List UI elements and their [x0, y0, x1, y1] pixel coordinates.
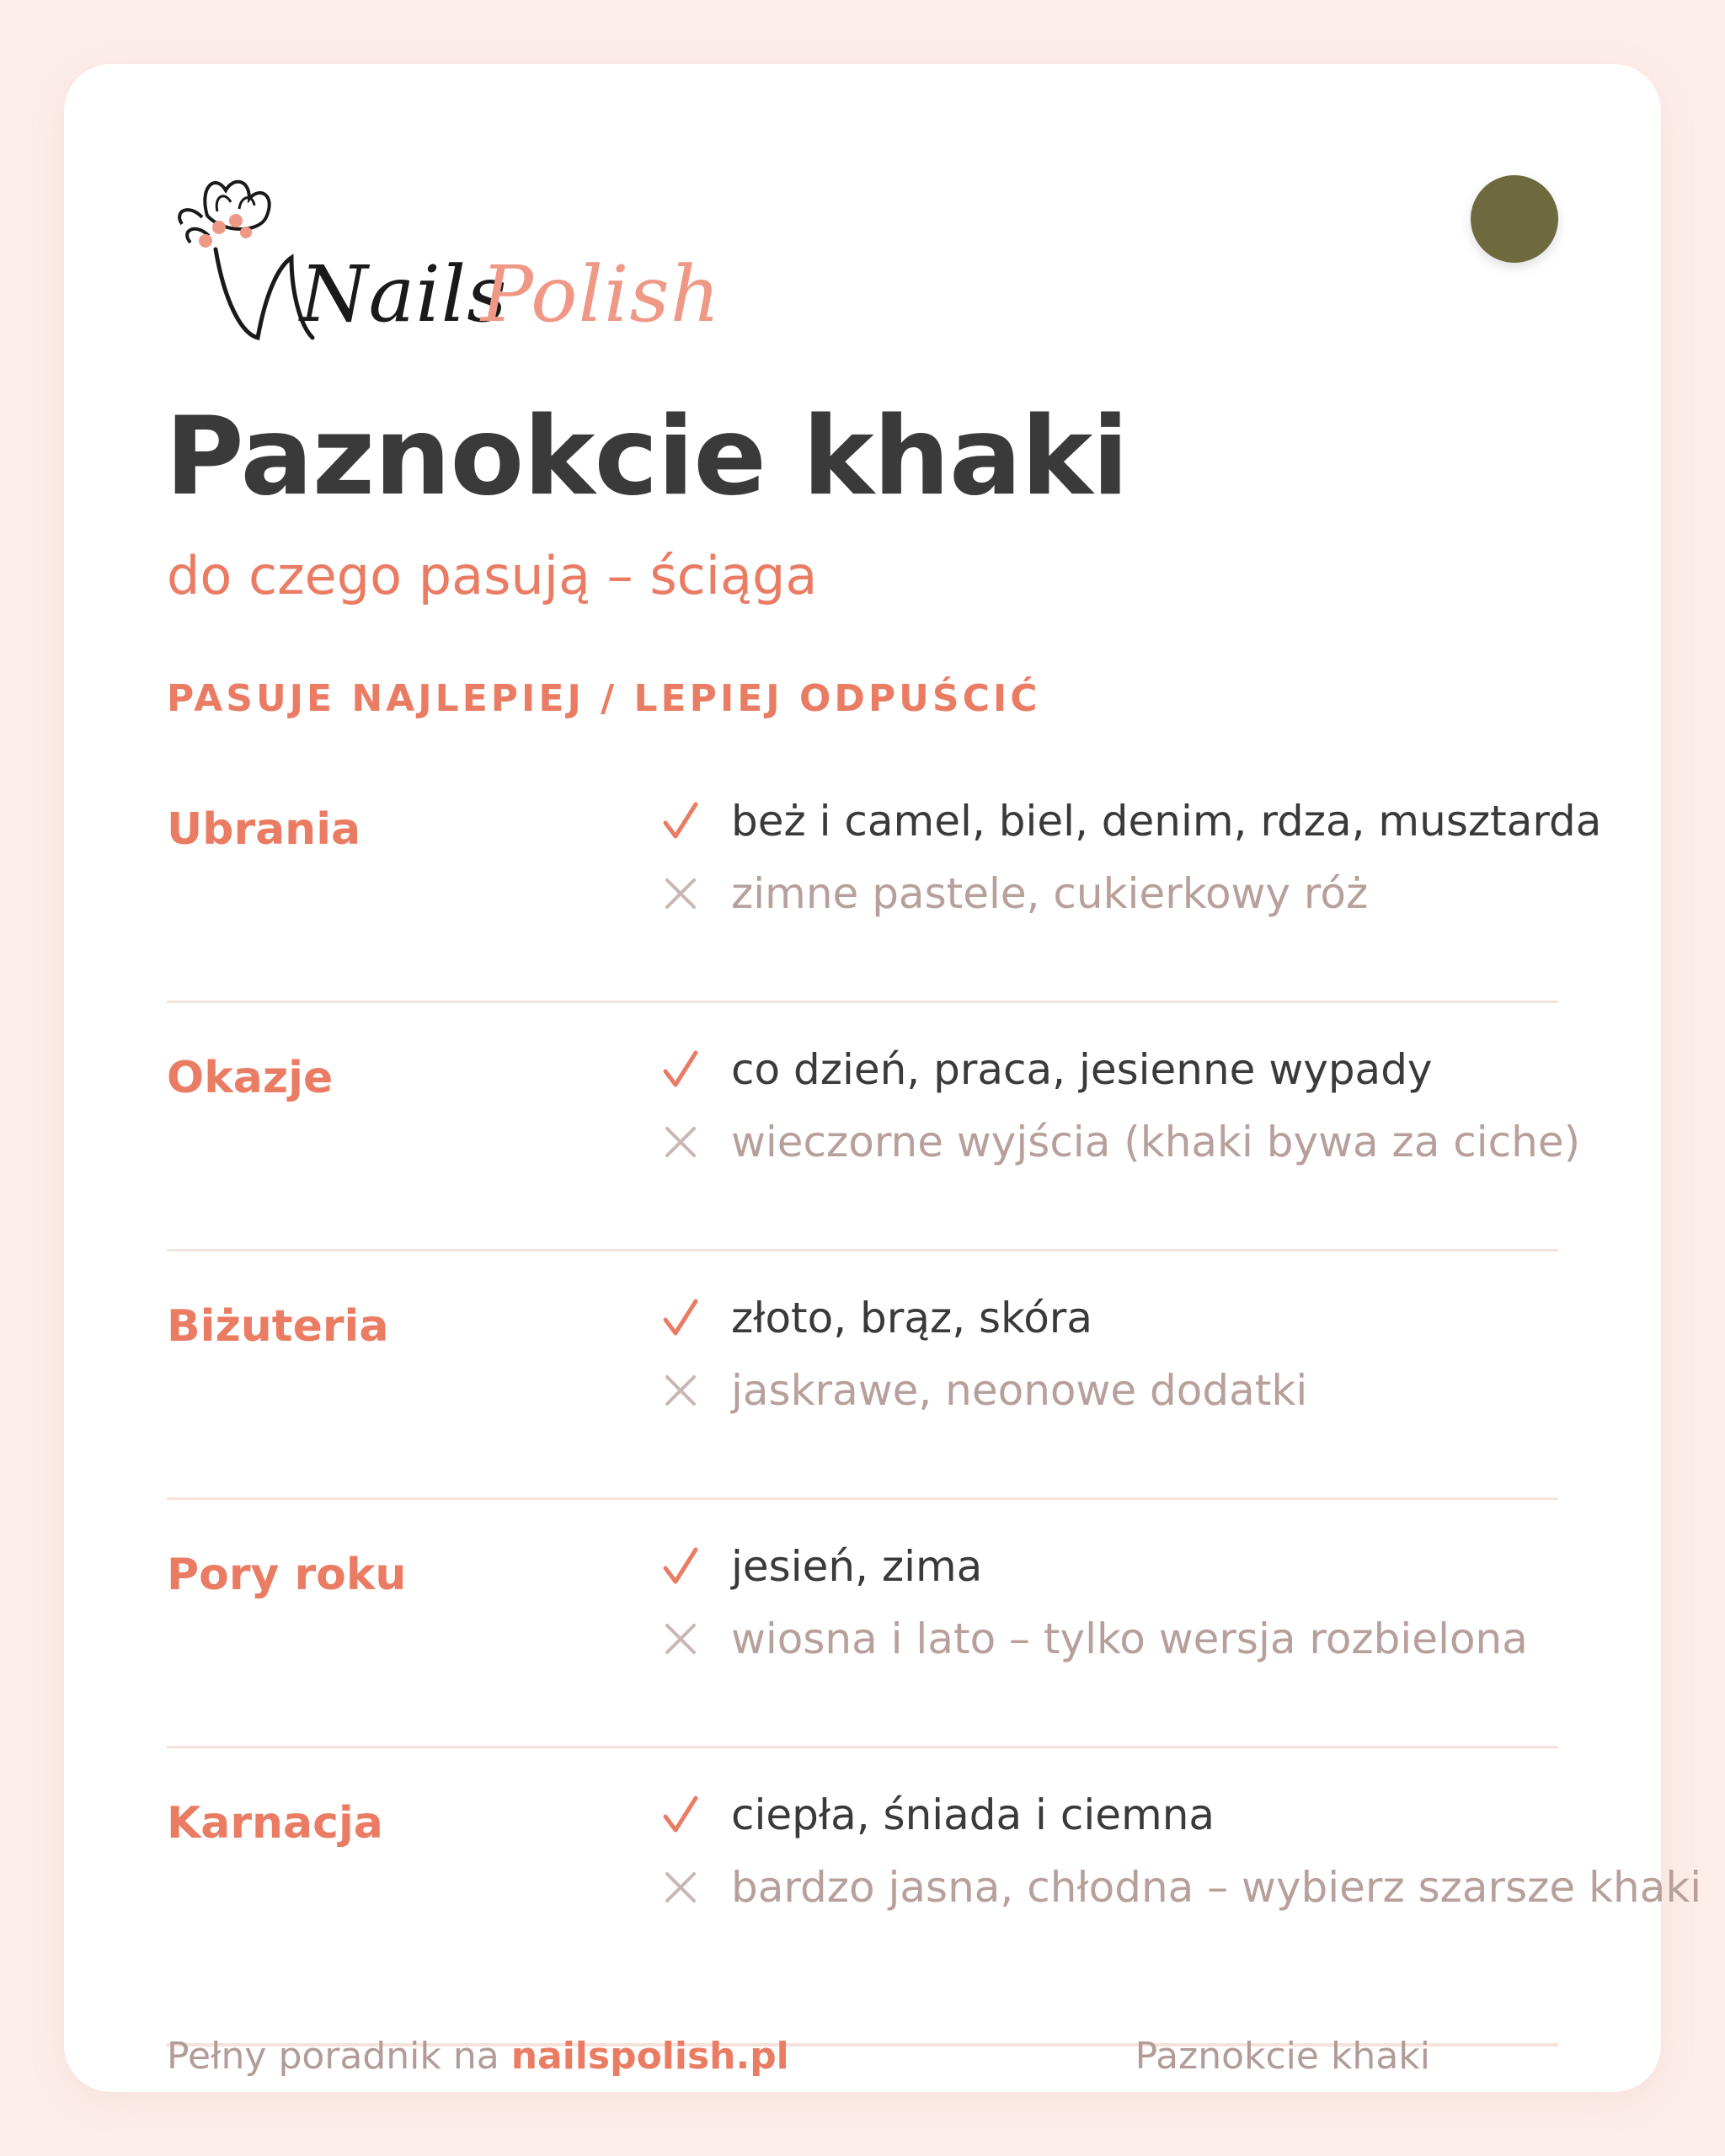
table-row	[167, 1003, 1581, 1251]
table-row	[167, 755, 1602, 1003]
avoid-item	[655, 1858, 1701, 1917]
check-icon	[655, 796, 706, 846]
recommended-item	[655, 1537, 982, 1596]
recommended-item	[655, 1785, 1215, 1844]
avoid-text: jaskrawe, neonowe dodatki	[731, 1366, 1308, 1415]
row-label: Okazje	[167, 1053, 334, 1103]
table-row	[167, 1500, 1558, 1748]
recommended-text: co dzień, praca, jesienne wypady	[731, 1045, 1433, 1094]
logo[interactable]	[165, 165, 721, 350]
avoid-item	[655, 1609, 1528, 1668]
cross-icon	[655, 1117, 706, 1167]
recommended-item	[655, 1289, 1092, 1348]
logo-text-nails: Nails	[300, 249, 508, 339]
avoid-text: zimne pastele, cukierkowy róż	[731, 869, 1369, 918]
footer-source	[167, 2031, 789, 2082]
check-icon	[655, 1293, 706, 1343]
footer-link[interactable]: nailspolish.pl	[510, 2035, 789, 2078]
cross-icon	[655, 1614, 706, 1664]
section-heading: PASUJE NAJLEPIEJ / LEPIEJ ODPUŚCIĆ	[167, 677, 1041, 720]
check-icon	[655, 1541, 706, 1592]
recommended-text: ciepła, śniada i ciemna	[731, 1790, 1215, 1839]
page-subtitle: do czego pasują – ściąga	[167, 545, 818, 606]
recommended-text: złoto, brąz, skóra	[731, 1294, 1093, 1342]
row-label: Karnacja	[167, 1798, 383, 1849]
page-title: Paznokcie khaki	[165, 394, 1129, 520]
check-icon	[655, 1044, 706, 1095]
cross-icon	[655, 1862, 706, 1913]
cheat-sheet-card	[64, 64, 1702, 2092]
row-label: Biżuteria	[167, 1301, 389, 1352]
check-icon	[655, 1790, 706, 1840]
recommended-item	[655, 1040, 1433, 1099]
row-label: Ubrania	[167, 804, 361, 855]
avoid-item	[655, 1361, 1307, 1420]
avoid-text: wieczorne wyjścia (khaki bywa za ciche)	[731, 1118, 1581, 1166]
cross-icon	[655, 868, 706, 919]
recommended-text: jesień, zima	[731, 1542, 983, 1591]
footer-prefix: Pełny poradnik na	[167, 2035, 511, 2078]
avoid-text: wiosna i lato – tylko wersja rozbielona	[731, 1614, 1528, 1663]
logo-text-polish: Polish	[481, 249, 721, 339]
avoid-item	[655, 864, 1368, 923]
recommended-text: beż i camel, biel, denim, rdza, musztarda	[731, 797, 1602, 846]
avoid-item	[655, 1113, 1580, 1171]
table-row	[167, 1748, 1702, 2047]
table-row	[167, 1251, 1558, 1500]
footer-title: Paznokcie khaki	[1135, 2035, 1430, 2078]
pairing-table	[167, 755, 1702, 2047]
row-label: Pory roku	[167, 1550, 407, 1600]
recommended-item	[655, 792, 1601, 851]
cross-icon	[655, 1365, 706, 1416]
color-swatch	[1471, 175, 1558, 263]
avoid-text: bardzo jasna, chłodna – wybierz szarsze khaki	[731, 1863, 1702, 1912]
